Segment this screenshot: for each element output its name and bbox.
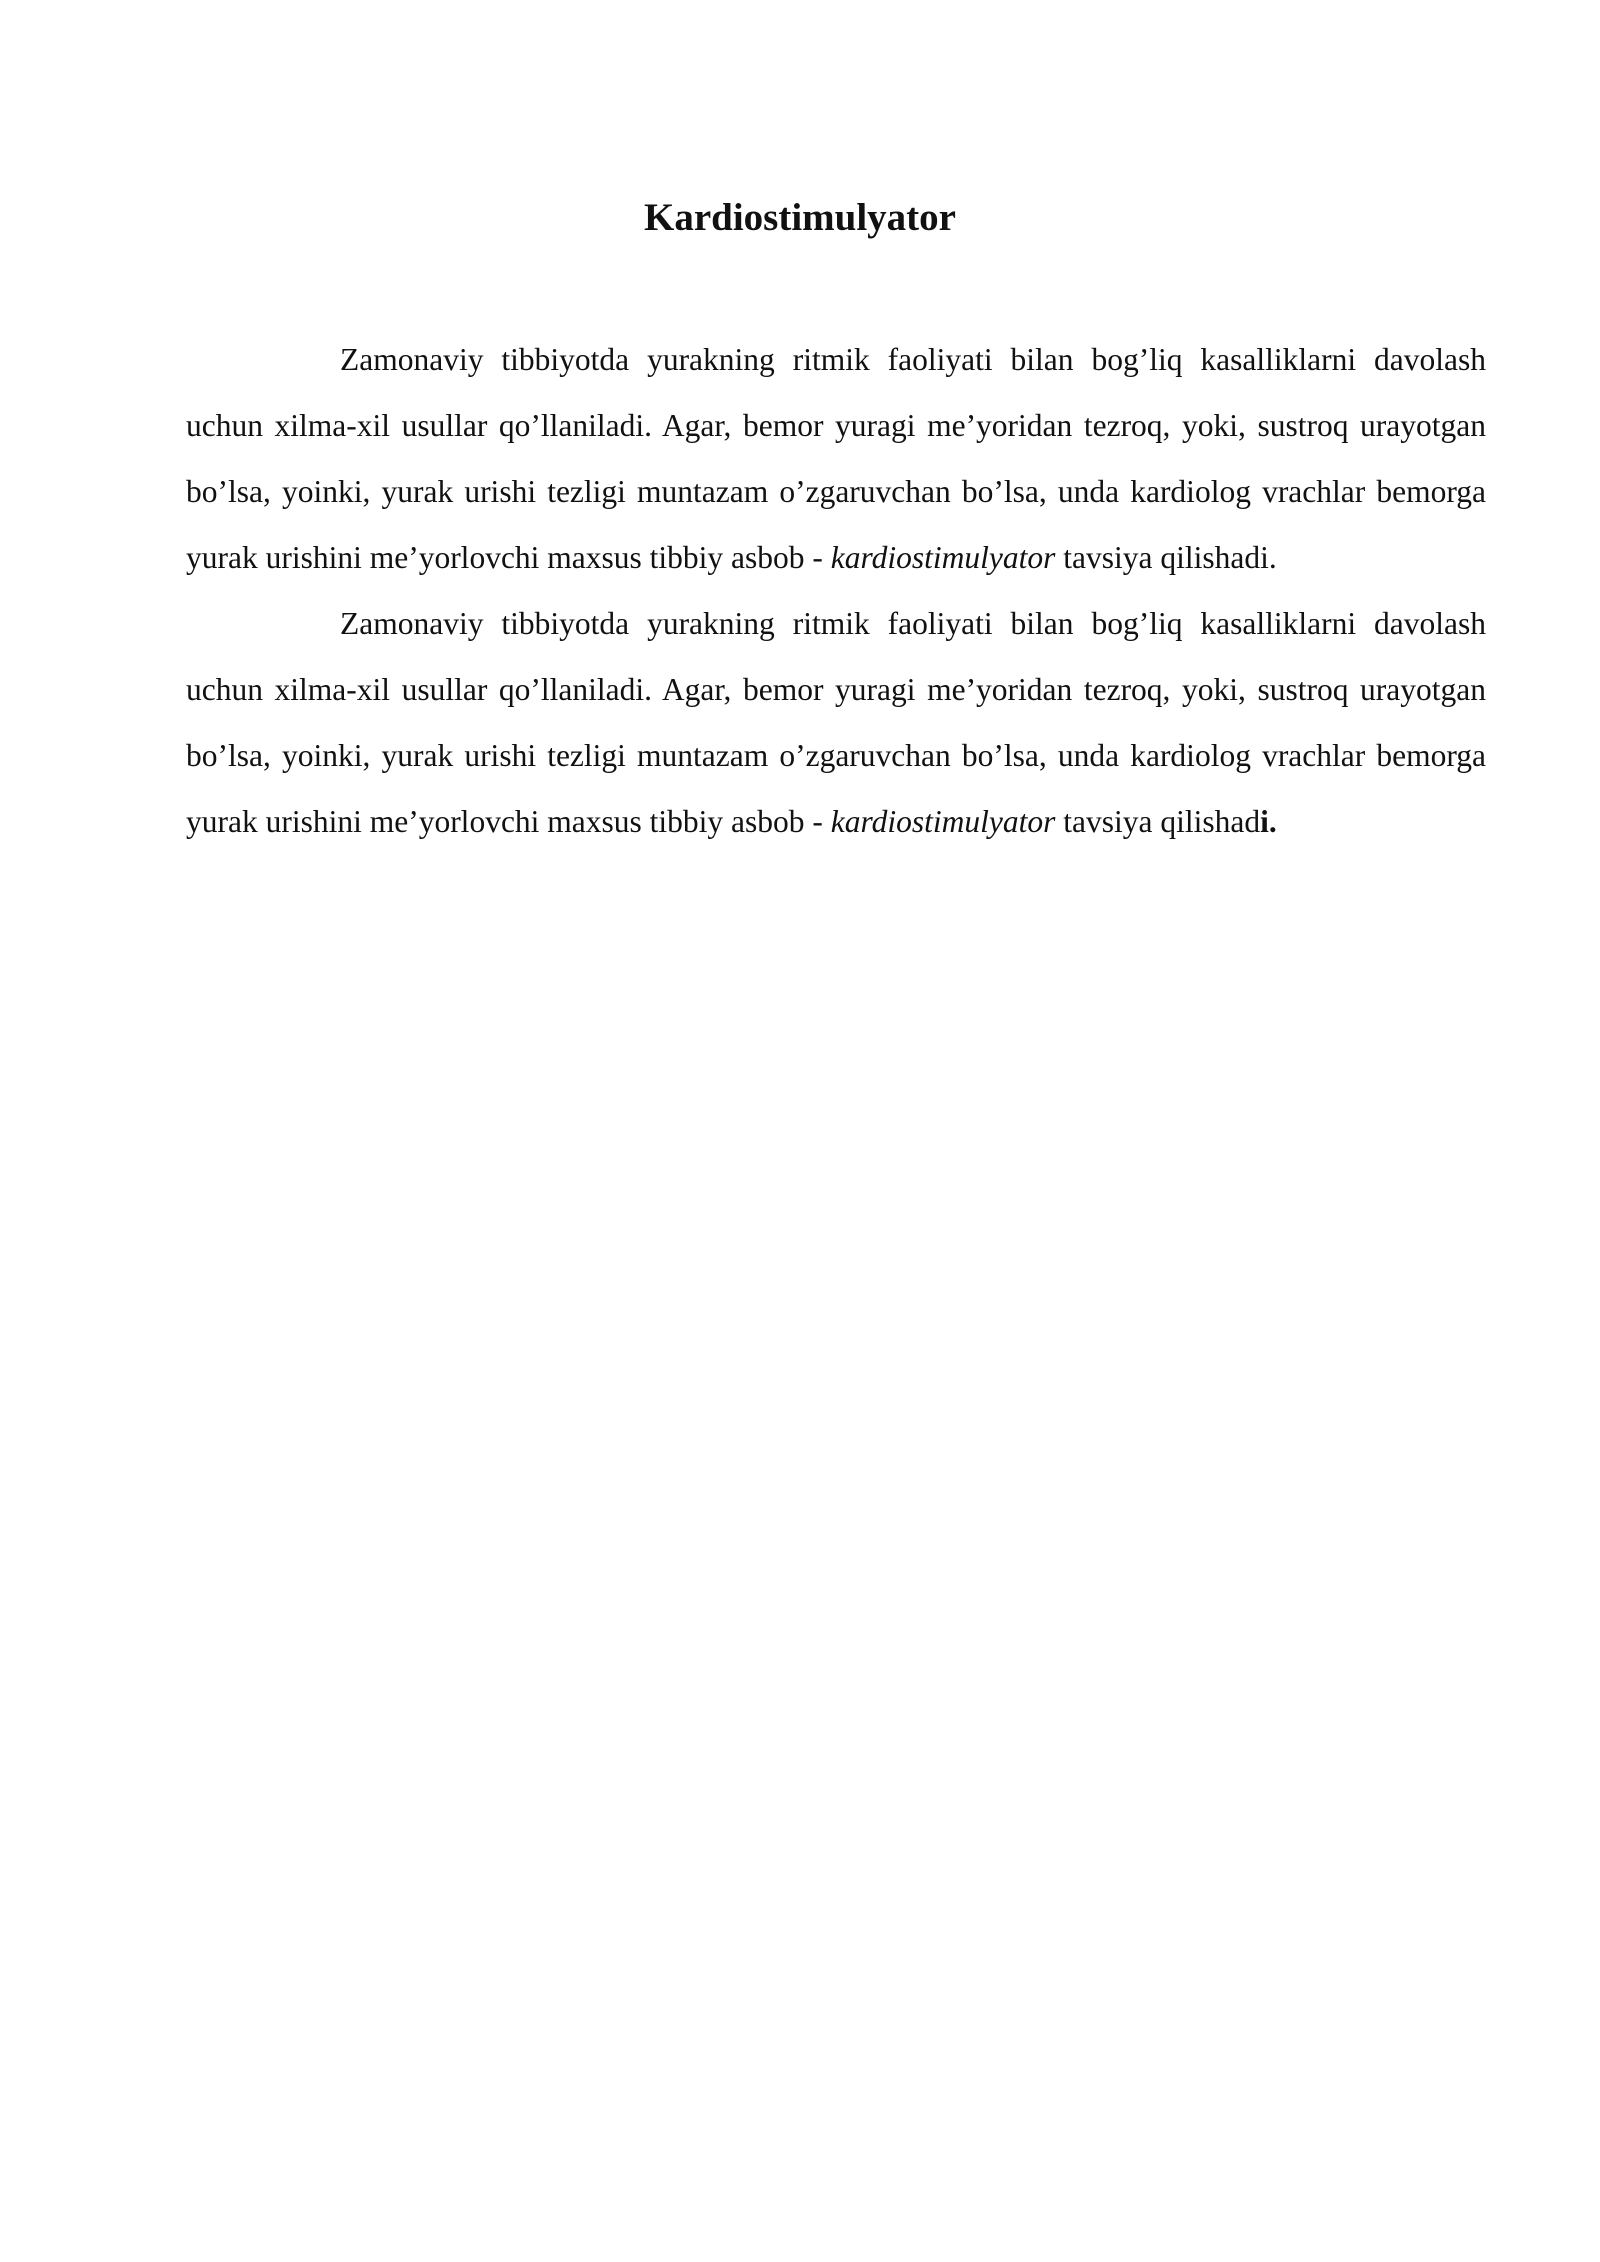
paragraph-2-bold-tail: i. xyxy=(1260,804,1277,839)
paragraph-1-text: Zamonaviy tibbiyotda yurakning ritmik faoliyati bilan bog’liq kasalliklarni davolash uchun xilma-xil usullar qo’llaniladi. Agar, bemor yuragi me’yoridan tezroq, yoki, sustroq urayotgan bo’lsa, yoinki, yurak urishi tezligi muntazam o’zgaruvchan bo’lsa, unda kardiolog vrachlar bemorga yurak urishini me’yorlovchi maxsus tibbiy asbob - xyxy=(186,342,1486,575)
paragraph-1-emphasis: kardiostimulyator xyxy=(830,540,1056,575)
paragraph-2 xyxy=(186,591,1486,855)
paragraph-1-ending: tavsiya qilishadi. xyxy=(1055,540,1277,575)
paragraph-2-text: Zamonaviy tibbiyotda yurakning ritmik faoliyati bilan bog’liq kasalliklarni davolash uchun xilma-xil usullar qo’llaniladi. Agar, bemor yuragi me’yoridan tezroq, yoki, sustroq urayotgan bo’lsa, yoinki, yurak urishi tezligi muntazam o’zgaruvchan bo’lsa, unda kardiolog vrachlar bemorga yurak urishini me’yorlovchi maxsus tibbiy asbob - xyxy=(186,606,1486,839)
document-body xyxy=(186,327,1486,855)
paragraph-2-ending: tavsiya qilishad xyxy=(1055,804,1261,839)
document-title: Kardiostimulyator xyxy=(644,196,956,239)
paragraph-1 xyxy=(186,327,1486,591)
paragraph-2-emphasis: kardiostimulyator xyxy=(830,804,1056,839)
